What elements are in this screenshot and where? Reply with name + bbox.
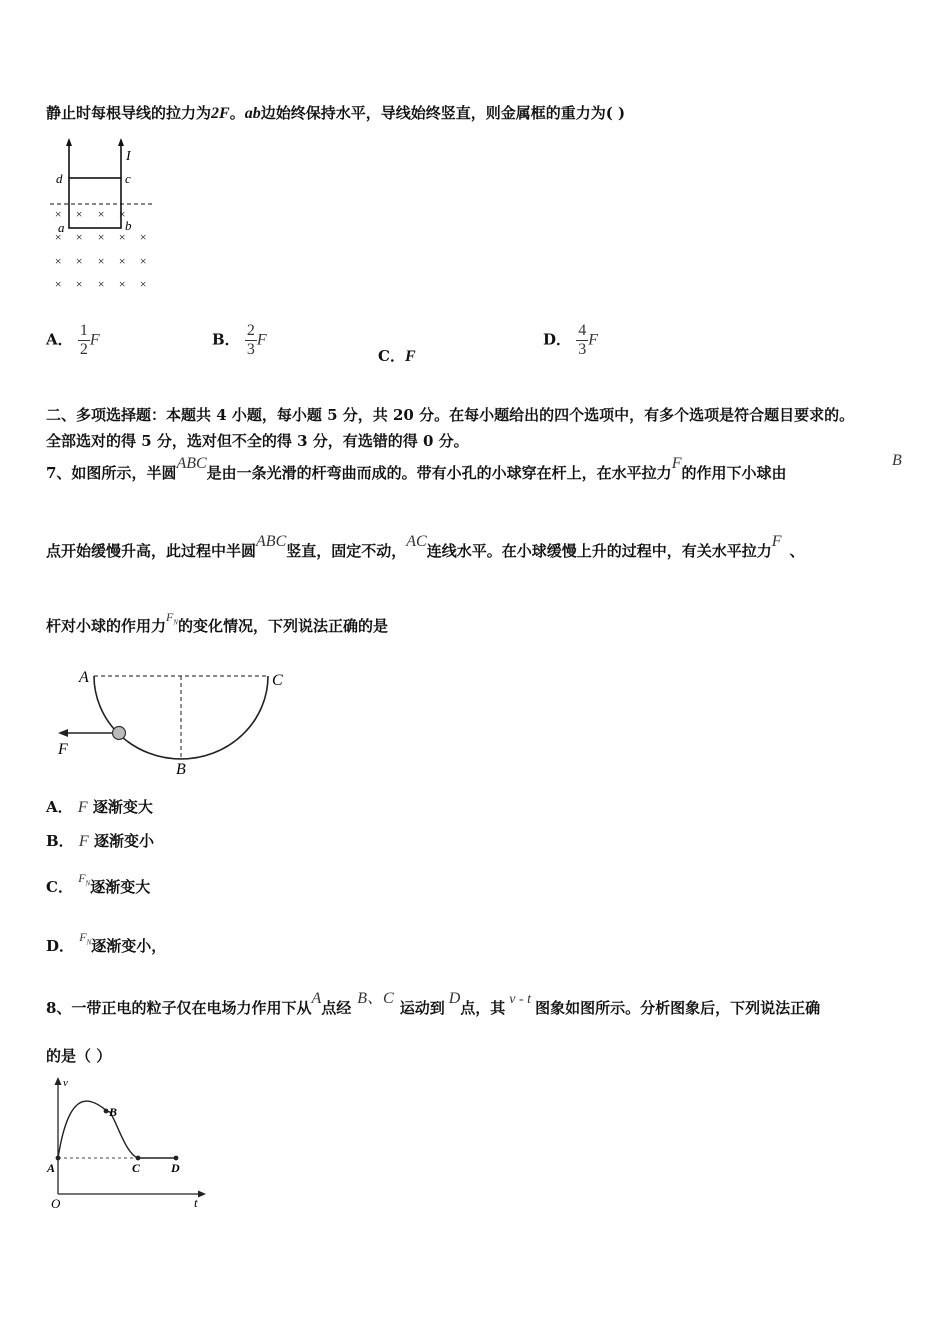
q8-D: D (448, 990, 461, 1007)
label-F: F (58, 741, 68, 758)
label-B: B (176, 761, 186, 778)
q7-option-d[interactable]: D． $^{F_N}$逐渐变小， (46, 930, 167, 955)
field-cross: × (74, 277, 84, 291)
field-cross: × (53, 277, 63, 291)
q8-stem-line1: 8、一带正电的粒子仅在电场力作用下从A点经B、C运动到D点，其 v - t 图象如图所示。分析图象后，下列说法正确 (46, 990, 821, 1017)
q7-stem-line1: 7、如图所示，半圆ABC是由一条光滑的杆弯曲而成的。带有小孔的小球穿在杆上，在水平拉力F的作用下小球由 B (46, 452, 902, 482)
q7-F: F (671, 455, 682, 472)
q8-stem-line2: 的是（ ） (46, 1047, 112, 1065)
label-a: a (58, 220, 65, 235)
q6-figure-frame-in-field (46, 136, 166, 296)
field-cross: × (96, 254, 106, 268)
q6-option-c[interactable]: C．F (378, 347, 416, 365)
point-A (56, 1156, 61, 1161)
ball (113, 727, 126, 740)
q8-vt: v - t (509, 992, 532, 1007)
q7-AC: AC (406, 533, 427, 550)
field-cross: × (138, 254, 148, 268)
field-cross: × (117, 277, 127, 291)
label-c: c (125, 171, 131, 186)
q7-option-c[interactable]: C． $^{F_N}$逐渐变大 (46, 871, 151, 896)
field-cross: × (138, 230, 148, 244)
section2-line1: 二、多项选择题：本题共 4 小题，每小题 5 分，共 20 分。在每小题给出的四个选项中，有多个选项是符合题目要求的。 (46, 406, 855, 424)
q6-stem-part3: 边始终保持水平，导线始终竖直，则金属框的重力为( ) (260, 104, 626, 122)
fraction: $\frac{4}{3}$ (578, 322, 587, 358)
q6-stem-part1: 静止时每根导线的拉力为 (46, 104, 212, 122)
field-cross: × (53, 230, 63, 244)
label-t: t (194, 1195, 198, 1210)
point-B (104, 1109, 109, 1114)
q7-stem-line2: 点开始缓慢升高，此过程中半圆ABC竖直，固定不动，AC连线水平。在小球缓慢上升的过程中，有关水平拉力F、 (46, 533, 805, 560)
field-cross: × (117, 254, 127, 268)
field-cross: × (53, 254, 63, 268)
q6-option-a[interactable]: A． $\frac{1}{2}$ F (46, 322, 100, 358)
q7-stem-line3: 杆对小球的作用力$^{F_N}$的变化情况，下列说法正确的是 (46, 610, 389, 635)
field-cross: × (74, 230, 84, 244)
q8-figure-vt-graph (40, 1070, 215, 1215)
left-arrow-icon (66, 138, 72, 146)
force-arrow-icon (58, 729, 68, 737)
point-C (136, 1156, 141, 1161)
fraction: $\frac{1}{2}$ (79, 322, 88, 358)
label-A: A (79, 669, 89, 686)
q7-option-a[interactable]: A． F 逐渐变大 (46, 798, 153, 816)
fraction: $\frac{2}{3}$ (246, 322, 255, 358)
label-d: d (56, 171, 63, 186)
v-axis-arrow-icon (55, 1077, 62, 1085)
label-D: D (171, 1161, 180, 1175)
t-axis-arrow-icon (198, 1191, 206, 1198)
q6-option-d[interactable]: D． $\frac{4}{3}$ F (543, 322, 599, 358)
label-I: I (126, 149, 131, 164)
field-cross: × (74, 207, 84, 221)
section2-line2: 全部选对的得 5 分，选对但不全的得 3 分，有选错的得 0 分。 (46, 432, 469, 450)
field-cross: × (53, 207, 63, 221)
label-B: B (109, 1105, 118, 1119)
field-cross: × (117, 230, 127, 244)
field-cross: × (74, 254, 84, 268)
q7-abc: ABC (176, 455, 207, 472)
q6-stem-part2: 。 (229, 104, 245, 122)
field-cross: × (117, 207, 127, 221)
q6-tension-value: 2F (211, 105, 230, 122)
q7-figure-semicircle (52, 664, 302, 784)
label-O: O (51, 1196, 61, 1211)
label-C: C (132, 1161, 141, 1175)
label-C: C (272, 672, 283, 689)
q6-option-b[interactable]: B． $\frac{2}{3}$ F (212, 322, 267, 358)
magnetic-field-crosses (54, 207, 147, 291)
q6-edge-ab: ab (244, 105, 261, 122)
field-cross: × (96, 277, 106, 291)
field-cross: × (96, 230, 106, 244)
point-D (174, 1156, 179, 1161)
label-b: b (125, 218, 132, 233)
q7-option-b[interactable]: B． F 逐渐变小 (46, 832, 154, 850)
field-cross: × (138, 277, 148, 291)
label-A: A (47, 1161, 56, 1175)
q8-BC: B、C (357, 990, 394, 1007)
q7-B: B (892, 452, 902, 469)
field-cross: × (96, 207, 106, 221)
right-arrow-icon (118, 138, 124, 146)
q6-stem (46, 102, 625, 123)
label-v: v (63, 1077, 68, 1089)
q7-FN: FN (166, 610, 179, 627)
q8-A: A (311, 990, 322, 1007)
